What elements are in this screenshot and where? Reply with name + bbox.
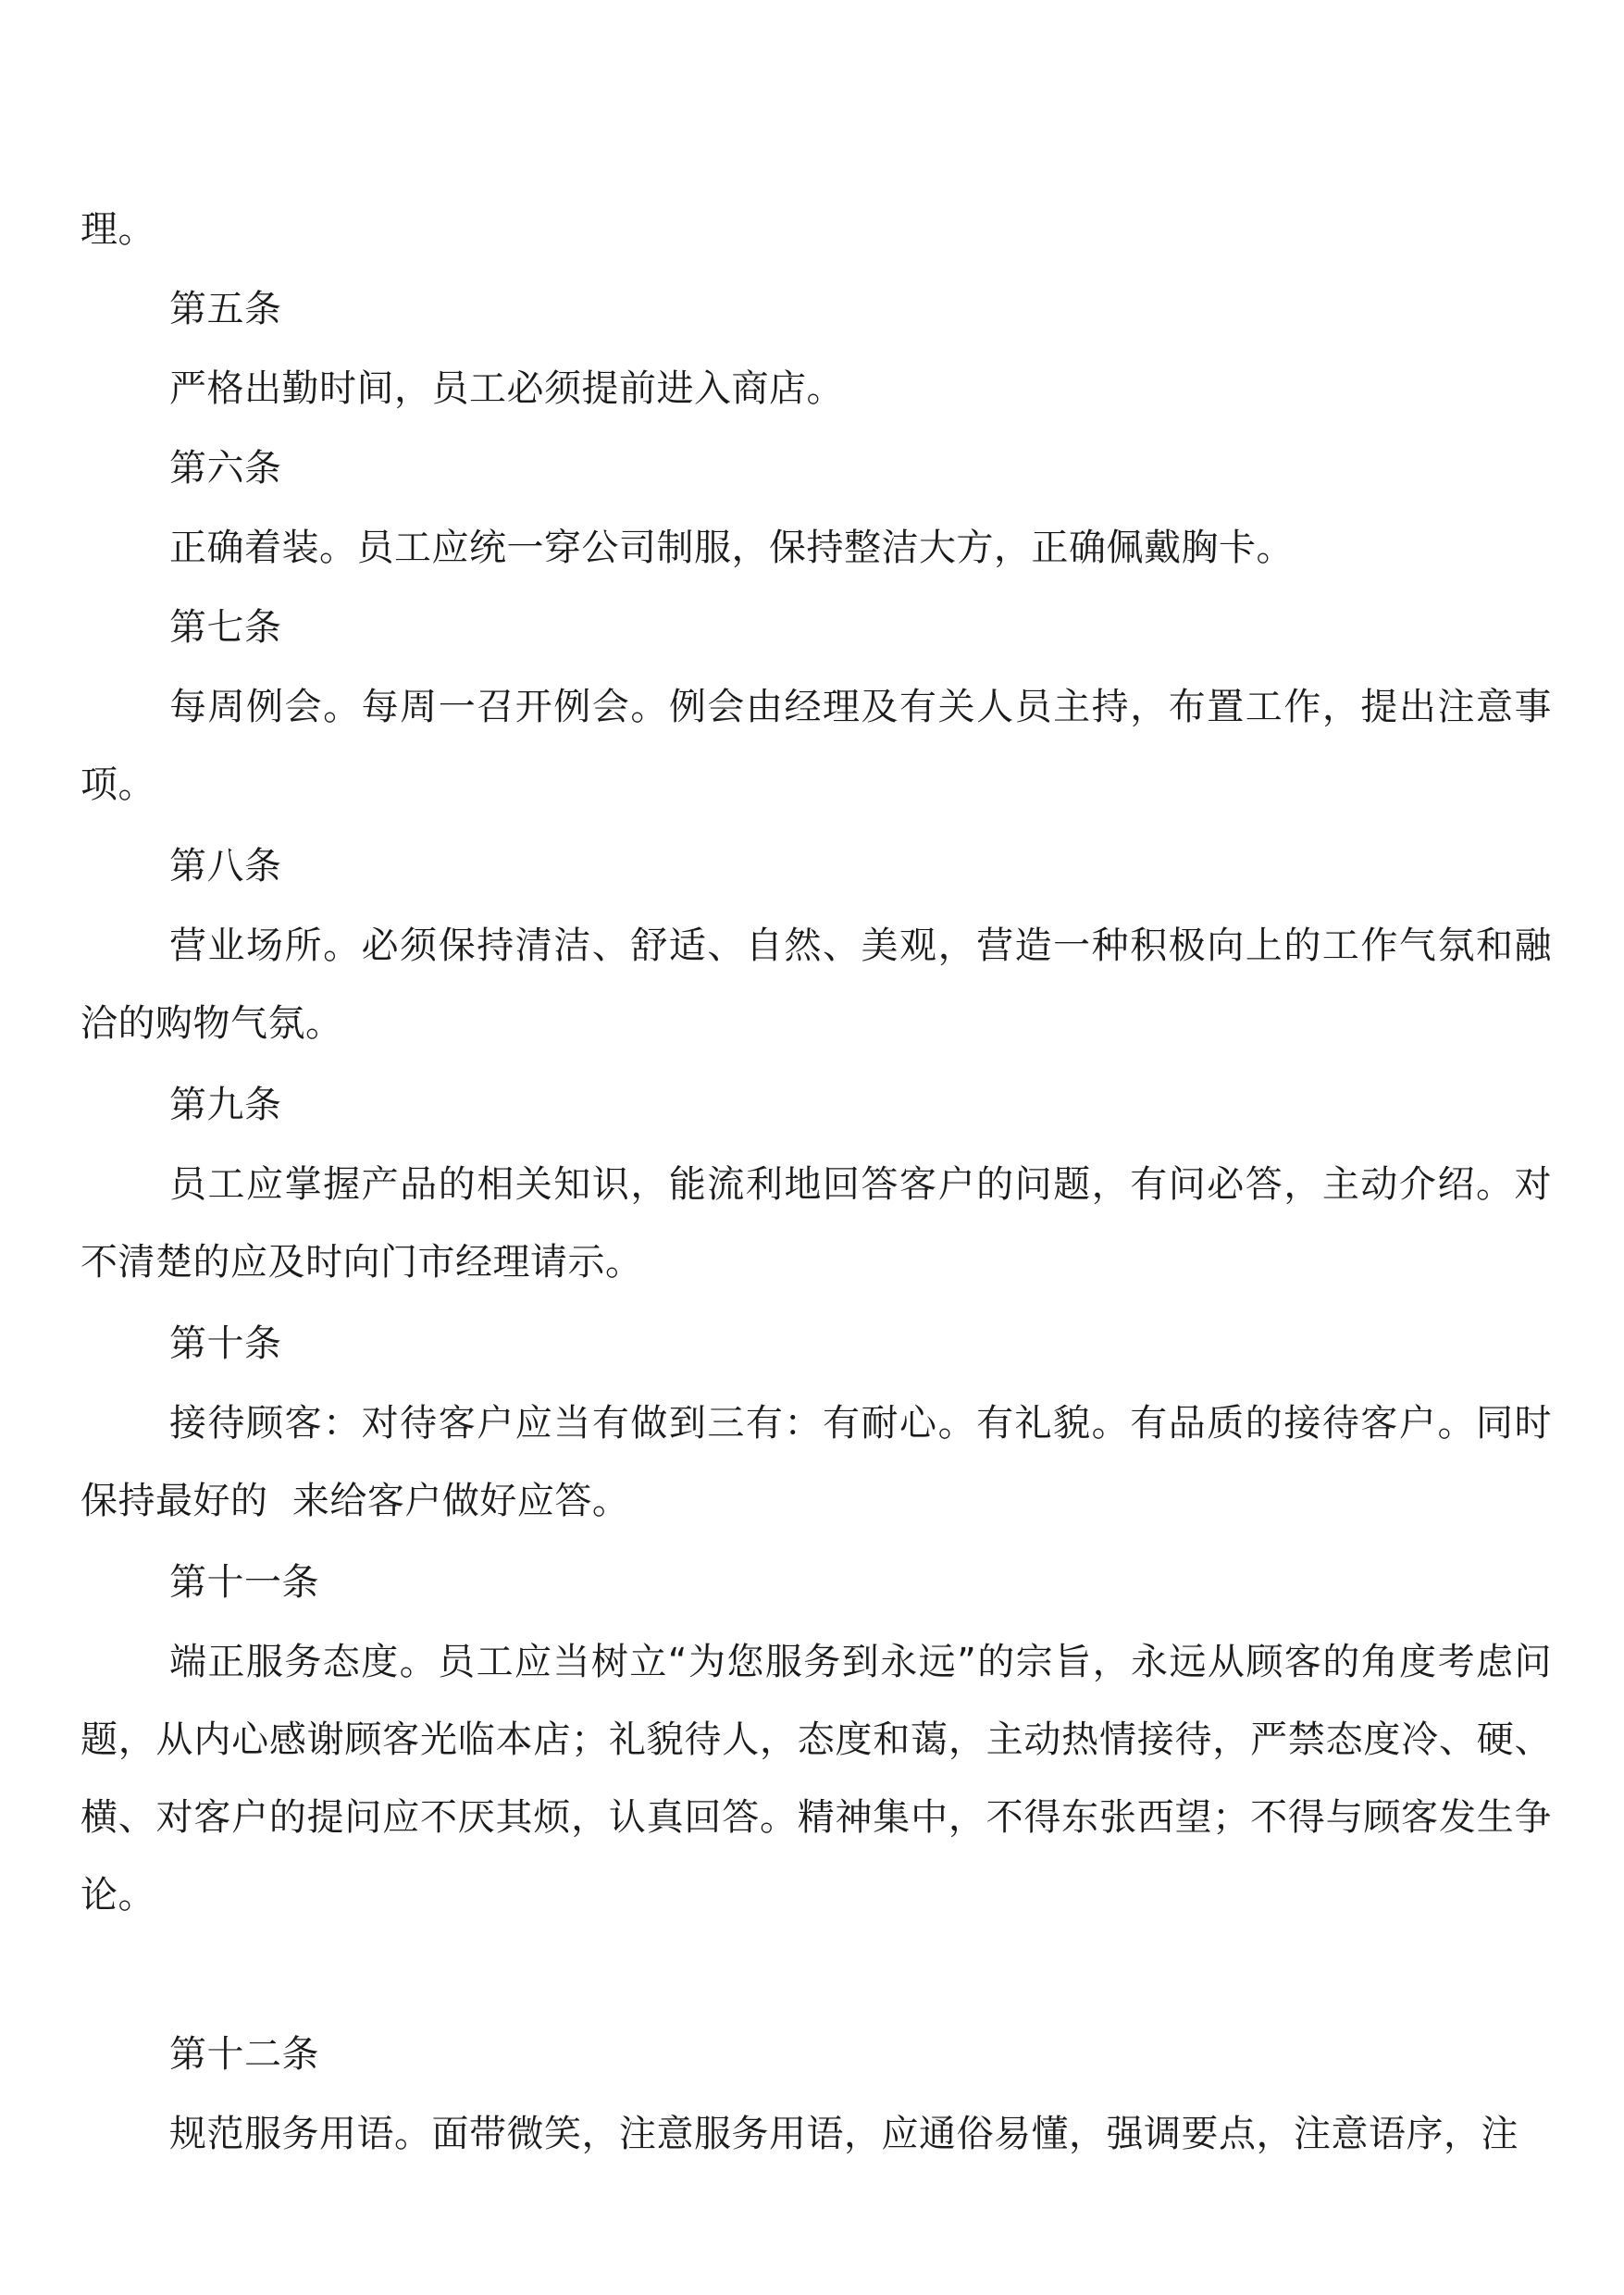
article-10-heading: 第十条 (169, 1322, 282, 1365)
article-10-body: 接待顾客：对待客户应当有做到三有：有耐心。有礼貌。有品质的接待客户。同时保持最好的 来给客户做好应答。 (81, 1402, 1552, 1522)
article-12-body: 规范服务用语。面带微笑，注意服务用语，应通俗易懂，强调要点，注意语序，注 (169, 2113, 1519, 2155)
article-9-heading: 第九条 (169, 1084, 282, 1126)
article-9-body: 员工应掌握产品的相关知识，能流利地回答客户的问题，有问必答，主动介绍。对不清楚的应及时向门市经理请示。 (81, 1163, 1552, 1284)
article-6-heading: 第六条 (169, 447, 282, 490)
article-6-body: 正确着装。员工应统一穿公司制服，保持整洁大方，正确佩戴胸卡。 (169, 527, 1294, 569)
continuation-text: 理。 (81, 208, 155, 251)
article-11-heading: 第十一条 (169, 1561, 319, 1604)
article-8-body: 营业场所。必须保持清洁、舒适、自然、美观，营造一种积极向上的工作气氛和融洽的购物气氛。 (81, 924, 1552, 1045)
article-7-heading: 第七条 (169, 606, 282, 649)
article-8-heading: 第八条 (169, 845, 282, 887)
article-11-body: 端正服务态度。员工应当树立“为您服务到永远”的宗旨，永远从顾客的角度考虑问题，从内心感谢顾客光临本店；礼貌待人，态度和蔼，主动热情接待，严禁态度冷、硬、横、对客户的提问应不厌其烦，认真回答。精神集中，不得东张西望；不得与顾客发生争论。 (81, 1641, 1552, 1917)
article-5-body: 严格出勤时间，员工必须提前进入商店。 (169, 367, 844, 410)
article-5-heading: 第五条 (169, 288, 282, 330)
article-12-heading: 第十二条 (169, 2033, 319, 2076)
article-7-body: 每周例会。每周一召开例会。例会由经理及有关人员主持，布置工作，提出注意事项。 (81, 686, 1552, 806)
